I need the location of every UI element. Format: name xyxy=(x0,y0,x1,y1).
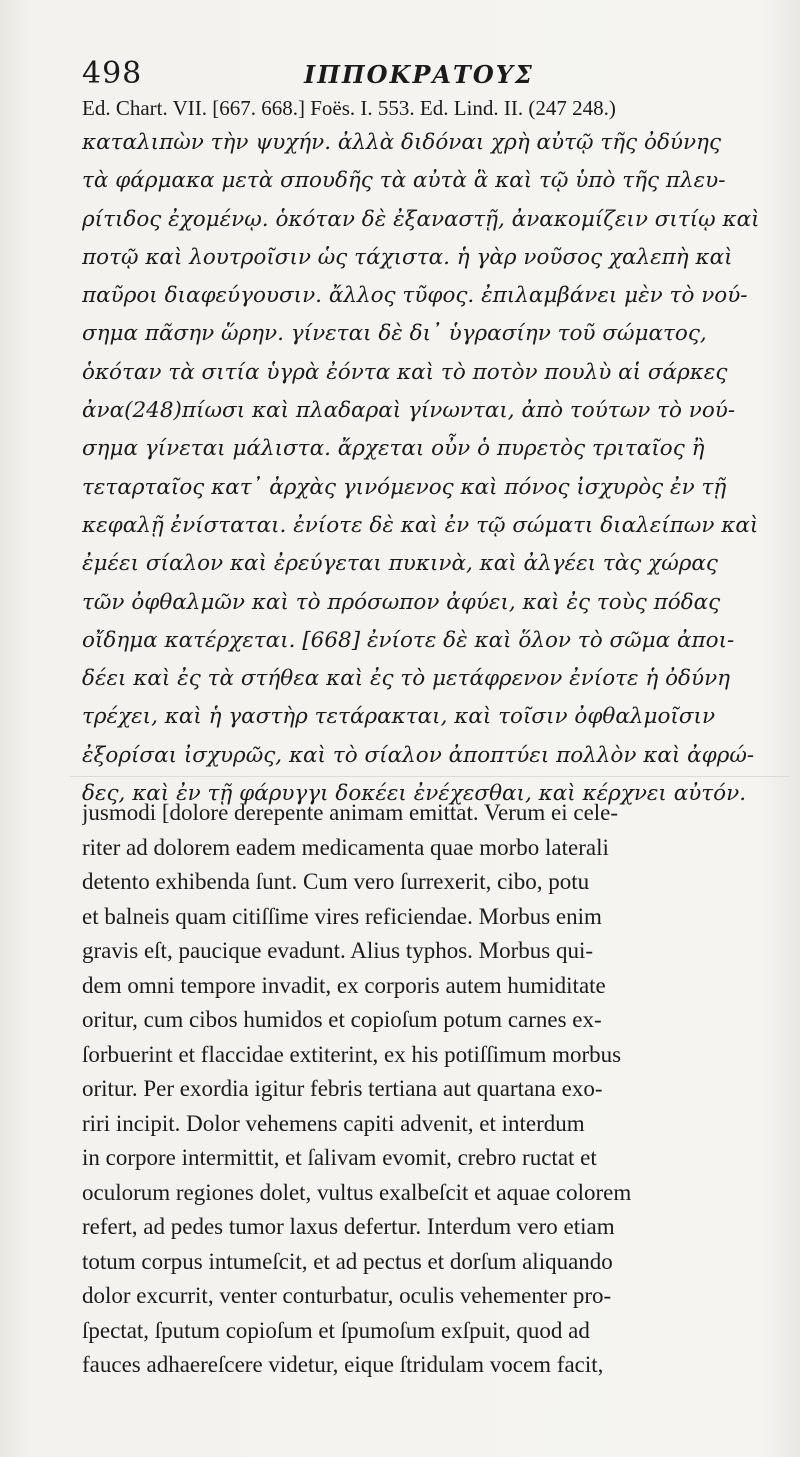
latin-line: oculorum regiones dolet, vultus exalbeſcit et aquae colorem xyxy=(82,1179,632,1205)
greek-line: τῶν ὀφθαλμῶν καὶ τὸ πρόσωπον ἀφύει, καὶ ἐς τοὺς πόδας xyxy=(82,589,721,615)
greek-line: δέει καὶ ἐς τὰ στήθεα καὶ ἐς τὸ μετάφρενον ἐνίοτε ἡ ὀδύνη xyxy=(82,666,731,692)
greek-line: ἐμέει σίαλον καὶ ἐρεύγεται πυκινὰ, καὶ ἀλγέει τὰς χώρας xyxy=(82,551,718,577)
greek-line: σημα πᾶσην ὥρην. γίνεται δὲ δι᾽ ὑγρασίην τοῦ σώματος, xyxy=(82,321,707,347)
greek-line: τρέχει, καὶ ἡ γαστὴρ τετάρακται, καὶ τοῖσιν ὀφθαλμοῖσιν xyxy=(82,704,716,730)
greek-line: οἴδημα κατέρχεται. [668] ἐνίοτε δὲ καὶ ὅλον τὸ σῶμα ἀποι- xyxy=(82,627,735,653)
edition-reference-line: Ed. Chart. VII. [667. 668.] Foës. I. 553. Ed. Lind. II. (247 248.) xyxy=(82,96,616,120)
greek-line: σημα γίνεται μάλιστα. ἄρχεται οὖν ὁ πυρετὸς τριταῖος ἢ xyxy=(82,436,705,462)
section-divider xyxy=(70,776,790,777)
page-number: 498 xyxy=(82,56,143,91)
greek-line: δες, καὶ ἐν τῇ φάρυγγι δοκέει ἐνέχεσθαι, καὶ κέρχνει αὐτόν. xyxy=(82,781,747,807)
latin-line: riri incipit. Dolor vehemens capiti advenit, et interdum xyxy=(82,1110,585,1136)
greek-line: ὁκόταν τὰ σιτία ὑγρὰ ἐόντα καὶ τὸ ποτὸν πουλὺ αἱ σάρκες xyxy=(82,359,728,385)
latin-text-block xyxy=(82,796,792,1383)
latin-line: riter ad dolorem eadem medicamenta quae morbo laterali xyxy=(82,834,609,860)
latin-line: ſpectat, ſputum copioſum et ſpumoſum exſpuit, quod ad xyxy=(82,1317,590,1343)
greek-line: παῦροι διαφεύγουσιν. ἄλλος τῦφος. ἐπιλαμβάνει μὲν τὸ νού- xyxy=(82,283,748,309)
greek-line: ἐξορίσαι ἰσχυρῶς, καὶ τὸ σίαλον ἀποπτύει πολλὸν καὶ ἀφρώ- xyxy=(82,742,755,768)
greek-text-block xyxy=(82,124,792,813)
latin-line: dem omni tempore invadit, ex corporis autem humiditate xyxy=(82,972,606,998)
greek-line: καταλιπὼν τὴν ψυχήν. ἀλλὰ διδόναι χρὴ αὐτῷ τῆς ὀδύνης xyxy=(82,130,721,155)
latin-line: detento exhibenda ſunt. Cum vero ſurrexerit, cibo, potu xyxy=(82,869,590,894)
running-title: ΙΠΠΟΚΡΑΤΟΥΣ xyxy=(304,60,534,89)
latin-line: ſorbuerint et flaccidae extiterint, ex his potiſſimum morbus xyxy=(82,1041,622,1067)
greek-line: τεταρταῖος κατ᾽ ἀρχὰς γινόμενος καὶ πόνος ἰσχυρὸς ἐν τῇ xyxy=(82,474,727,500)
greek-line: κεφαλῇ ἐνίσταται. ἐνίοτε δὲ καὶ ἐν τῷ σώματι διαλείπων καὶ xyxy=(82,512,759,538)
latin-line: in corpore intermittit, et ſalivam evomit, crebro ructat et xyxy=(82,1145,597,1170)
latin-line: et balneis quam citiſſime vires reficiendae. Morbus enim xyxy=(82,903,602,929)
latin-line: jusmodi [dolore derepente animam emittat. Verum ei cele- xyxy=(82,800,619,825)
latin-line: totum corpus intumeſcit, et ad pectus et dorſum aliquando xyxy=(82,1248,613,1274)
page-header xyxy=(82,52,782,96)
latin-line: gravis eſt, paucique evadunt. Alius typhos. Morbus qui- xyxy=(82,938,594,963)
latin-line: oritur. Per exordia igitur febris tertiana aut quartana exo- xyxy=(82,1076,603,1101)
latin-line: fauces adhaereſcere videtur, eique ſtridulam vocem facit, xyxy=(82,1352,604,1377)
greek-line: ποτῷ καὶ λουτροῖσιν ὡς τάχιστα. ἡ γὰρ νοῦσος χαλεπὴ καὶ xyxy=(82,244,733,270)
latin-line: refert, ad pedes tumor laxus defertur. Interdum vero etiam xyxy=(82,1214,615,1239)
greek-line: ρίτιδος ἐχομένῳ. ὁκόταν δὲ ἐξαναστῇ, ἀνακομίζειν σιτίῳ καὶ xyxy=(82,206,760,232)
greek-line: ἀνα(248)πίωσι καὶ πλαδαραὶ γίνωνται, ἀπὸ τούτων τὸ νού- xyxy=(82,398,736,424)
latin-line: oritur, cum cibos humidos et copioſum potum carnes ex- xyxy=(82,1007,602,1032)
greek-line: τὰ φάρμακα μετὰ σπουδῆς τὰ αὐτὰ ἃ καὶ τῷ ὑπὸ τῆς πλευ- xyxy=(82,168,726,194)
latin-line: dolor excurrit, venter conturbatur, oculis vehementer pro- xyxy=(82,1283,612,1308)
